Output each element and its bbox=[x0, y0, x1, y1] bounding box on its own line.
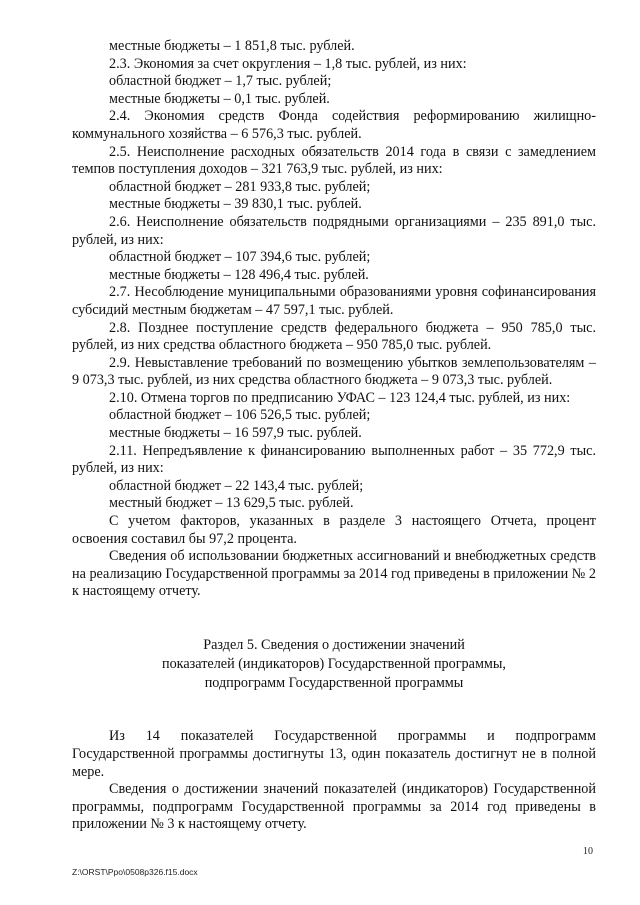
report-paragraph: 2.7. Несоблюдение муниципальными образованиями уровня софинансирования субсидий местным бюджетам – 47 597,1 тыс. рублей. bbox=[72, 284, 596, 318]
budget-line: местные бюджеты – 128 496,4 тыс. рублей. bbox=[109, 266, 369, 283]
budget-line: местные бюджеты – 39 830,1 тыс. рублей. bbox=[109, 196, 362, 213]
report-paragraph: 2.5. Неисполнение расходных обязательств 2014 года в связи с замедлением темпов поступления доходов – 321 763,9 тыс. рублей, из них: bbox=[72, 143, 596, 178]
budget-line: областной бюджет – 22 143,4 тыс. рублей; bbox=[109, 477, 364, 494]
document-page bbox=[72, 38, 596, 834]
spacer bbox=[72, 601, 596, 619]
section-paragraph: Сведения о достижении значений показателей (индикаторов) Государственной программы, подпрограмм Государственной программы за 2014 год приведены в приложении № 3 к настоящему отчету. bbox=[72, 781, 596, 833]
budget-line: местные бюджеты – 16 597,9 тыс. рублей. bbox=[109, 425, 362, 442]
budget-line: областной бюджет – 106 526,5 тыс. рублей; bbox=[109, 407, 371, 424]
report-paragraph: 2.8. Позднее поступление средств федерального бюджета – 950 785,0 тыс. рублей, из них средства областного бюджета – 950 785,0 тыс. рублей. bbox=[72, 319, 596, 354]
section-heading-line: показателей (индикаторов) Государственной программы, bbox=[162, 656, 506, 673]
report-paragraph: 2.3. Экономия за счет округления – 1,8 тыс. рублей, из них: bbox=[109, 55, 467, 72]
budget-line: областной бюджет – 1,7 тыс. рублей; bbox=[109, 73, 332, 90]
report-paragraph: Сведения об использовании бюджетных ассигнований и внебюджетных средств на реализацию Государственной программы за 2014 год приведены в приложении № 2 к настоящему отчету. bbox=[72, 548, 596, 600]
budget-line: областной бюджет – 281 933,8 тыс. рублей; bbox=[109, 178, 371, 195]
budget-line: местный бюджет – 13 629,5 тыс. рублей. bbox=[109, 495, 354, 512]
section-heading-line: Раздел 5. Сведения о достижении значений bbox=[203, 637, 465, 654]
report-paragraph: С учетом факторов, указанных в разделе 3 настоящего Отчета, процент освоения составил бы 97,2 процента. bbox=[72, 513, 596, 547]
section-heading-line: подпрограмм Государственной программы bbox=[204, 675, 464, 692]
budget-line: местные бюджеты – 0,1 тыс. рублей. bbox=[109, 90, 330, 107]
report-body bbox=[72, 38, 596, 601]
spacer bbox=[72, 693, 596, 711]
section-paragraph: Из 14 показателей Государственной программы и подпрограмм Государственной программы достигнуты 13, один показатель достигнут не в полной мере. bbox=[72, 728, 596, 780]
spacer bbox=[72, 711, 596, 729]
budget-line: областной бюджет – 107 394,6 тыс. рублей; bbox=[109, 249, 371, 266]
report-paragraph: 2.9. Невыставление требований по возмещению убытков землепользователям – 9 073,3 тыс. рублей, из них средства областного бюджета – 9 073,3 тыс. рублей. bbox=[72, 354, 596, 389]
footer-file-path: Z:\ORST\Ppo\0508p326.f15.docx bbox=[72, 867, 198, 877]
report-paragraph: 2.6. Неисполнение обязательств подрядными организациями – 235 891,0 тыс. рублей, из них: bbox=[72, 213, 596, 248]
budget-line: местные бюджеты – 1 851,8 тыс. рублей. bbox=[109, 38, 355, 54]
report-paragraph: 2.10. Отмена торгов по предписанию УФАС – 123 124,4 тыс. рублей, из них: bbox=[109, 389, 571, 406]
report-paragraph: 2.11. Непредъявление к финансированию выполненных работ – 35 772,9 тыс. рублей, из них: bbox=[72, 442, 596, 477]
page-number: 10 bbox=[583, 846, 593, 857]
section-body bbox=[72, 728, 596, 834]
section-heading bbox=[72, 636, 596, 693]
spacer bbox=[72, 619, 596, 637]
report-paragraph: 2.4. Экономия средств Фонда содействия реформированию жилищно-коммунального хозяйства – 6 576,3 тыс. рублей. bbox=[72, 108, 596, 142]
